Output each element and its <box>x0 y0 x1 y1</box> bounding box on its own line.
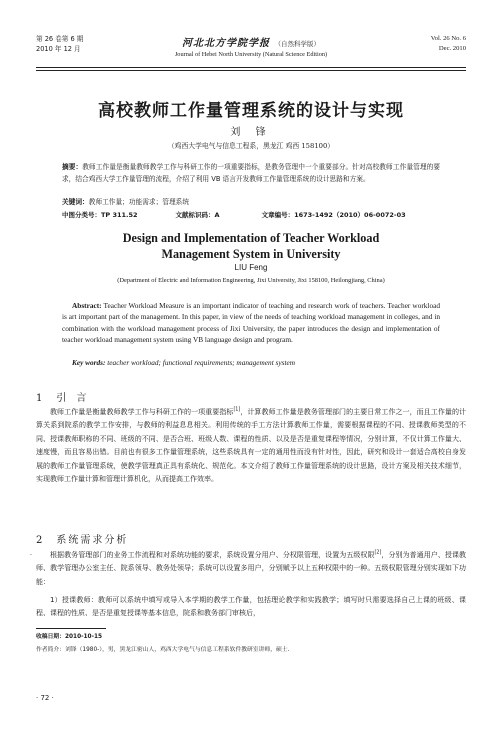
section-1-title: 引言 <box>56 393 97 404</box>
keywords-en-text: teacher workload; functional requirements; management system <box>107 358 296 367</box>
paper-title-en-line2: Management System in University <box>161 247 341 261</box>
page-number: · 72 · <box>36 694 54 702</box>
date-cn: 2010 年 12 月 <box>36 45 81 53</box>
header-rule-thin <box>36 70 466 71</box>
intro-paragraph <box>36 406 466 486</box>
abstract-en-text: Teacher Workload Measure is an important indicator of teaching and research work of teachers. Teacher workload is art important part of the management. In this paper, in view of the needs of teaching workload management in colleges, and in combination with the workload management process of Jixi University, the paper introduces the design and implementation of teacher workload management system using VB language design and program. <box>62 301 440 344</box>
citation-1: [1] <box>233 407 241 413</box>
paper-title-en <box>0 230 502 262</box>
requirements-text-b: ，分别为普通用户、授课教师、教学管理办公室主任、院系领导、教务处领导；系统可以设置多用户，分别赋予以上五种权限中的一种。五级权限管理分别实现如下功能： <box>36 551 467 586</box>
header-right <box>431 34 466 54</box>
paper-title-en-line1: Design and Implementation of Teacher Workload <box>122 231 380 245</box>
journal-title-en: Journal of Hebei North University (Natural Science Edition) <box>174 51 328 58</box>
affiliation-en: (Department of Electric and Information Engineering, Jixi University, Jixi 158100, Heilongjiang, China) <box>117 277 385 284</box>
footnote-received: 收稿日期：2010-10-15 <box>36 634 103 640</box>
footnote-author-bio: 作者简介：刘锋（1980-），男，黑龙江密山人，鸡西大学电气与信息工程系软件教研室讲师，硕士. <box>36 647 290 653</box>
author-en: LIU Feng <box>234 263 268 272</box>
requirements-paragraph <box>36 549 466 589</box>
intro-text-a: 教师工作量是衡量教师教学工作与科研工作的一项重要指标 <box>50 408 234 416</box>
keywords-cn <box>62 197 440 208</box>
journal-title-cn <box>36 34 466 49</box>
date-en: Dec. 2010 <box>438 45 466 52</box>
keywords-en <box>72 357 440 368</box>
section-2-title: 系统需求分析 <box>56 535 129 546</box>
clc-number: 中图分类号：TP 311.52 <box>62 211 138 219</box>
header-rule-thick <box>36 67 466 68</box>
paper-title-cn: 高校教师工作量管理系统的设计与实现 <box>98 101 404 121</box>
author-cn: 刘 锋 <box>230 127 272 138</box>
affiliation-cn: （鸡西大学电气与信息工程系，黑龙江 鸡西 158100） <box>167 142 335 150</box>
volume-cn: 第 26 卷第 6 期 <box>36 35 84 43</box>
abstract-en <box>62 300 440 345</box>
keywords-cn-label: 关键词： <box>62 198 89 206</box>
header-center <box>36 34 466 58</box>
keywords-en-label: Key words: <box>72 358 106 367</box>
section-2-number: 2 <box>36 535 45 546</box>
section-heading-2 <box>36 531 128 546</box>
keywords-cn-text: 教师工作量；功能需求；管理系统 <box>88 198 190 206</box>
abstract-cn-label: 摘要： <box>62 163 83 171</box>
citation-2: [2] <box>374 550 382 556</box>
requirements-item-1: 1）授课教师：教师可以系统中填写或导入本学期的教学工作量，包括理论教学和实践教学；填写时只需要选择自己上课的班级、课程、课程的性质、是否是重复授课等基本信息，院系和教务部门审核后， <box>36 596 466 618</box>
volume-en: Vol. 26 No. 6 <box>430 35 466 42</box>
document-code: 文献标识码：A <box>175 211 220 219</box>
journal-name-cn: 河北北方学院学报 <box>182 38 270 49</box>
abstract-en-label: Abstract: <box>72 301 102 310</box>
journal-edition-cn: （自然科学版） <box>274 40 320 48</box>
article-number: 文章编号：1673-1492（2010）06-0072-03 <box>261 211 406 219</box>
classification-line <box>62 210 440 221</box>
section-1-number: 1 <box>36 393 45 404</box>
section-heading-1 <box>36 389 96 404</box>
intro-text-b: ，计算教师工作量是教务管理部门的主要日常工作之一，而且工作量的计算关系到院系的教学工作安排，与教师的利益息息相关。利用传统的手工方法计算教师工作量，需要根据课程的不同、授课教师类型的不同、授课教师职称的不同、班级的不同、是否合班、班级人数、课程的性质、以及是否是重复课程等情况，分别计算，不仅计算工作量大、速度慢，而且容易出错。目前也有很多工作量管理系统，这些系统具有一定的通用性而没有针对性，因此，研究和设计一套适合高校自身发展的教师工作量管理系统，使教学管理真正具有系统化、规范化。本文介绍了教师工作量管理系统的设计思路，设计方案及相关技术细节，实现教师工作量计算和管理计算机化，从而提高工作效率。 <box>36 408 467 484</box>
requirements-text-a: 根据教务管理部门的业务工作流程和对系统功能的要求，系统设置分用户、分权限管理，设置为五级权限 <box>50 551 375 559</box>
running-header <box>36 34 466 68</box>
abstract-cn <box>62 162 440 185</box>
margin-dot: · <box>30 552 32 559</box>
footnote-rule <box>36 628 106 629</box>
abstract-cn-text: 教师工作量是衡量教师教学工作与科研工作的一项重要指标，是教务管理中一个重要部分。针对高校教师工作量管理的要求，结合鸡西大学工作量管理的流程，介绍了利用 VB 语言开发教师工作量管理系统的设计思路和方案。 <box>62 163 441 183</box>
